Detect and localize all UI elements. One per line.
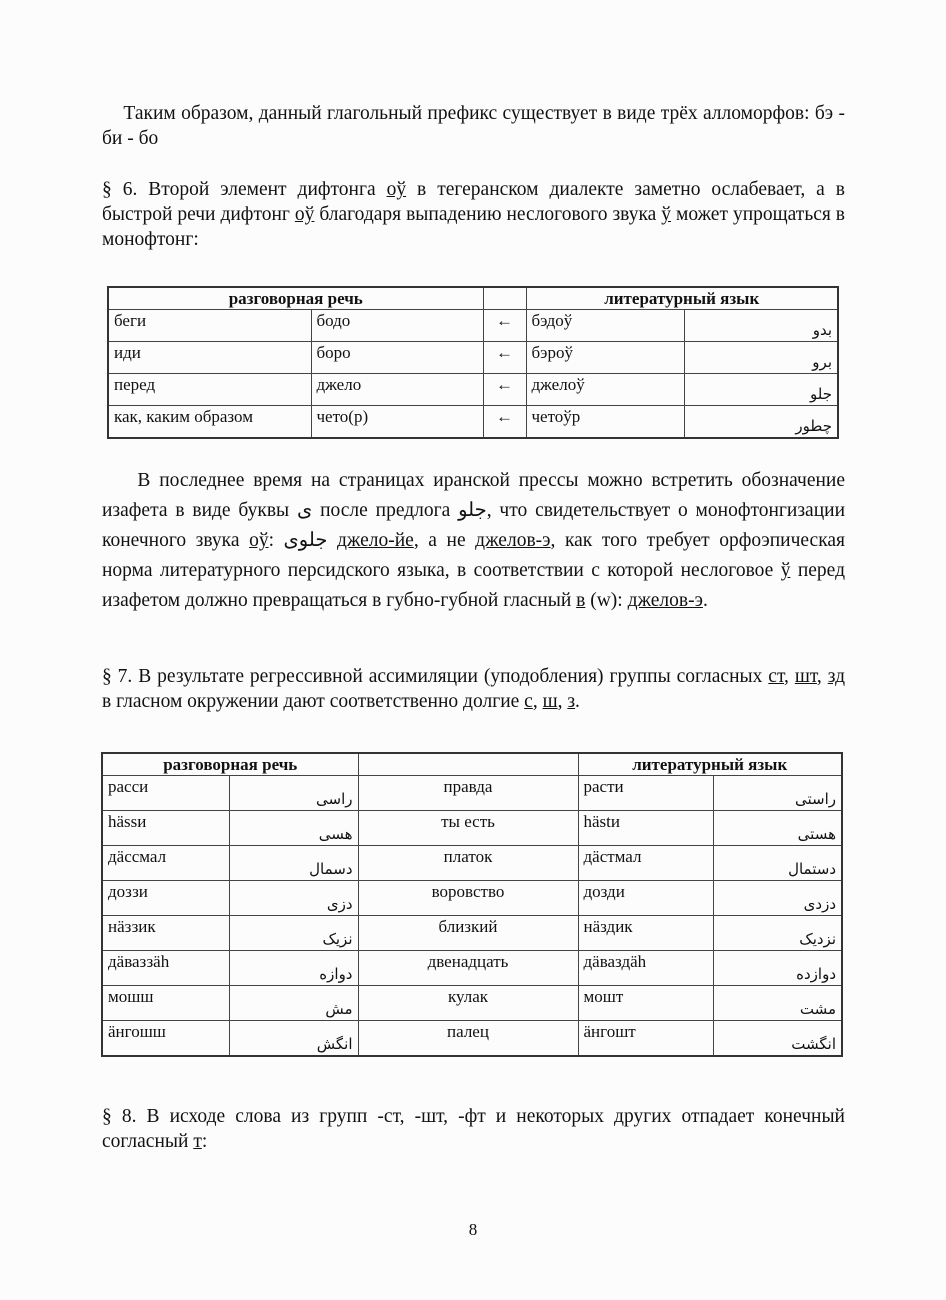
cell-literary-persian: مشت	[713, 986, 842, 1021]
table-row	[102, 881, 842, 916]
cell-meaning: как, каким образом	[108, 406, 311, 439]
table-row	[102, 951, 842, 986]
text-segment: جلو	[458, 500, 487, 521]
table-row	[108, 310, 838, 342]
cell-literary: äнгошт	[578, 1021, 713, 1057]
table-row	[102, 811, 842, 846]
paragraph-section-8	[102, 1104, 845, 1154]
header-colloquial: разговорная речь	[102, 753, 358, 776]
cell-literary: джелоў	[526, 374, 684, 406]
cell-literary-persian: دوازده	[713, 951, 842, 986]
underlined-term: джелов-э	[475, 530, 551, 551]
paragraph-allomorphs	[102, 101, 845, 151]
text-segment: :	[268, 530, 284, 551]
cell-meaning: воровство	[358, 881, 578, 916]
underlined-term: оў	[386, 179, 407, 200]
cell-literary: мошт	[578, 986, 713, 1021]
text-segment	[327, 530, 337, 551]
cell-arrow: ←	[483, 406, 526, 439]
cell-meaning: беги	[108, 310, 311, 342]
text-segment: (w):	[585, 590, 628, 611]
table-row	[102, 986, 842, 1021]
cell-colloquial: боро	[311, 342, 483, 374]
underlined-term: з	[567, 691, 576, 712]
cell-meaning: ты есть	[358, 811, 578, 846]
cell-literary-persian: انگشت	[713, 1021, 842, 1057]
header-literary: литературный язык	[578, 753, 842, 776]
cell-arrow: ←	[483, 342, 526, 374]
cell-persian: بدو	[684, 310, 838, 342]
cell-meaning: двенадцать	[358, 951, 578, 986]
cell-arrow: ←	[483, 374, 526, 406]
text-segment: ی	[296, 500, 313, 521]
text-segment: § 6. Второй элемент дифтонга	[102, 179, 387, 200]
text-segment: ,	[784, 666, 795, 687]
header-empty	[483, 287, 526, 310]
underlined-term: джело-йе	[336, 530, 414, 551]
cell-literary: дозди	[578, 881, 713, 916]
cell-literary-persian: نزدیک	[713, 916, 842, 951]
underlined-term: ш	[542, 691, 558, 712]
table-row	[102, 846, 842, 881]
cell-literary-persian: دستمال	[713, 846, 842, 881]
text-segment: .	[702, 590, 708, 611]
header-colloquial: разговорная речь	[108, 287, 483, 310]
text-segment: جلوی	[283, 530, 328, 551]
cell-meaning: кулак	[358, 986, 578, 1021]
text-segment: , как того требует орфоэпическая норма литературного персидского языка, в соответствии с которой неслоговое	[102, 530, 846, 581]
cell-colloquial-persian: دوازه	[229, 951, 358, 986]
cell-persian: جلو	[684, 374, 838, 406]
cell-literary: расти	[578, 776, 713, 811]
cell-meaning: платок	[358, 846, 578, 881]
underlined-term: джелов-э	[627, 590, 703, 611]
cell-literary: четоўр	[526, 406, 684, 439]
cell-literary: hästи	[578, 811, 713, 846]
underlined-term: ў	[661, 204, 672, 225]
paragraph-section-6	[102, 177, 845, 252]
header-literary: литературный язык	[526, 287, 838, 310]
cell-literary-persian: راستی	[713, 776, 842, 811]
table-row	[102, 1021, 842, 1057]
text-segment: ,	[532, 691, 543, 712]
cell-colloquial: hässи	[102, 811, 229, 846]
cell-literary: дäваздäh	[578, 951, 713, 986]
text-segment: Таким образом, данный глагольный префикс существует в виде трёх алломорфов: бэ - би - бо	[102, 103, 845, 149]
text-segment: перед изафетом должно превращаться в губно-губной гласный	[102, 560, 845, 611]
cell-colloquial: äнгошш	[102, 1021, 229, 1057]
underlined-term: т	[193, 1131, 202, 1152]
text-segment: , что свидетельствует о монофтонгизации конечного звука	[102, 500, 846, 551]
cell-literary: дäстмал	[578, 846, 713, 881]
cell-literary-persian: دزدی	[713, 881, 842, 916]
underlined-term: оў	[294, 204, 315, 225]
cell-colloquial-persian: دزی	[229, 881, 358, 916]
cell-colloquial-persian: راسی	[229, 776, 358, 811]
text-segment: § 7. В результате регрессивной ассимиляции (уподобления) группы согласных	[102, 666, 769, 687]
cell-persian: چطور	[684, 406, 838, 439]
cell-meaning: близкий	[358, 916, 578, 951]
table-diphthong-monophthong	[107, 286, 839, 439]
text-segment: .	[575, 691, 580, 712]
text-segment: может упрощаться в монофтонг:	[102, 204, 845, 250]
text-segment: после предлога	[312, 500, 459, 521]
table-row	[102, 776, 842, 811]
text-segment: ,	[816, 666, 828, 687]
table-row	[108, 374, 838, 406]
header-empty	[358, 753, 578, 776]
cell-colloquial: бодо	[311, 310, 483, 342]
cell-literary: нäздик	[578, 916, 713, 951]
text-segment: в тегеранском диалекте заметно ослабевает, а в быстрой речи дифтонг	[102, 179, 845, 225]
underlined-term: ст	[768, 666, 785, 687]
cell-colloquial: доззи	[102, 881, 229, 916]
underlined-term: оў	[249, 530, 269, 551]
cell-colloquial-persian: مش	[229, 986, 358, 1021]
cell-meaning: перед	[108, 374, 311, 406]
text-segment: :	[201, 1131, 208, 1152]
text-segment: В последнее время на страницах иранской прессы можно встретить обозначение изафета в виде буквы	[102, 470, 845, 521]
underlined-term: с	[524, 691, 533, 712]
table-row	[102, 916, 842, 951]
cell-meaning: палец	[358, 1021, 578, 1057]
cell-colloquial-persian: نزیک	[229, 916, 358, 951]
cell-colloquial: чето(р)	[311, 406, 483, 439]
cell-colloquial-persian: انگش	[229, 1021, 358, 1057]
cell-literary-persian: هستی	[713, 811, 842, 846]
cell-colloquial: дäваззäh	[102, 951, 229, 986]
table-assimilation	[101, 752, 843, 1057]
cell-colloquial-persian: دسمال	[229, 846, 358, 881]
page-number: 8	[468, 1220, 478, 1239]
table-row	[108, 342, 838, 374]
cell-colloquial: мошш	[102, 986, 229, 1021]
cell-colloquial-persian: هسی	[229, 811, 358, 846]
underlined-term: шт	[794, 666, 817, 687]
cell-arrow: ←	[483, 310, 526, 342]
cell-colloquial: расси	[102, 776, 229, 811]
cell-meaning: правда	[358, 776, 578, 811]
underlined-term: зд	[827, 666, 845, 687]
text-segment: ,	[557, 691, 568, 712]
cell-literary: бэдоў	[526, 310, 684, 342]
text-segment: , а не	[413, 530, 476, 551]
paragraph-izafet	[102, 466, 845, 616]
cell-literary: бэроў	[526, 342, 684, 374]
cell-colloquial: дäссмал	[102, 846, 229, 881]
cell-persian: برو	[684, 342, 838, 374]
text-segment: § 8. В исходе слова из групп -ст, -шт, -фт и некоторых других отпадает конечный согласный	[102, 1106, 845, 1152]
cell-colloquial: джело	[311, 374, 483, 406]
table-row	[108, 406, 838, 439]
cell-colloquial: нäззик	[102, 916, 229, 951]
text-segment: благодаря выпадению неслогового звука	[314, 204, 662, 225]
underlined-term: ў	[780, 560, 791, 581]
underlined-term: в	[576, 590, 586, 611]
cell-meaning: иди	[108, 342, 311, 374]
text-segment: в гласном окружении дают соответственно долгие	[102, 691, 525, 712]
paragraph-section-7	[102, 664, 845, 714]
